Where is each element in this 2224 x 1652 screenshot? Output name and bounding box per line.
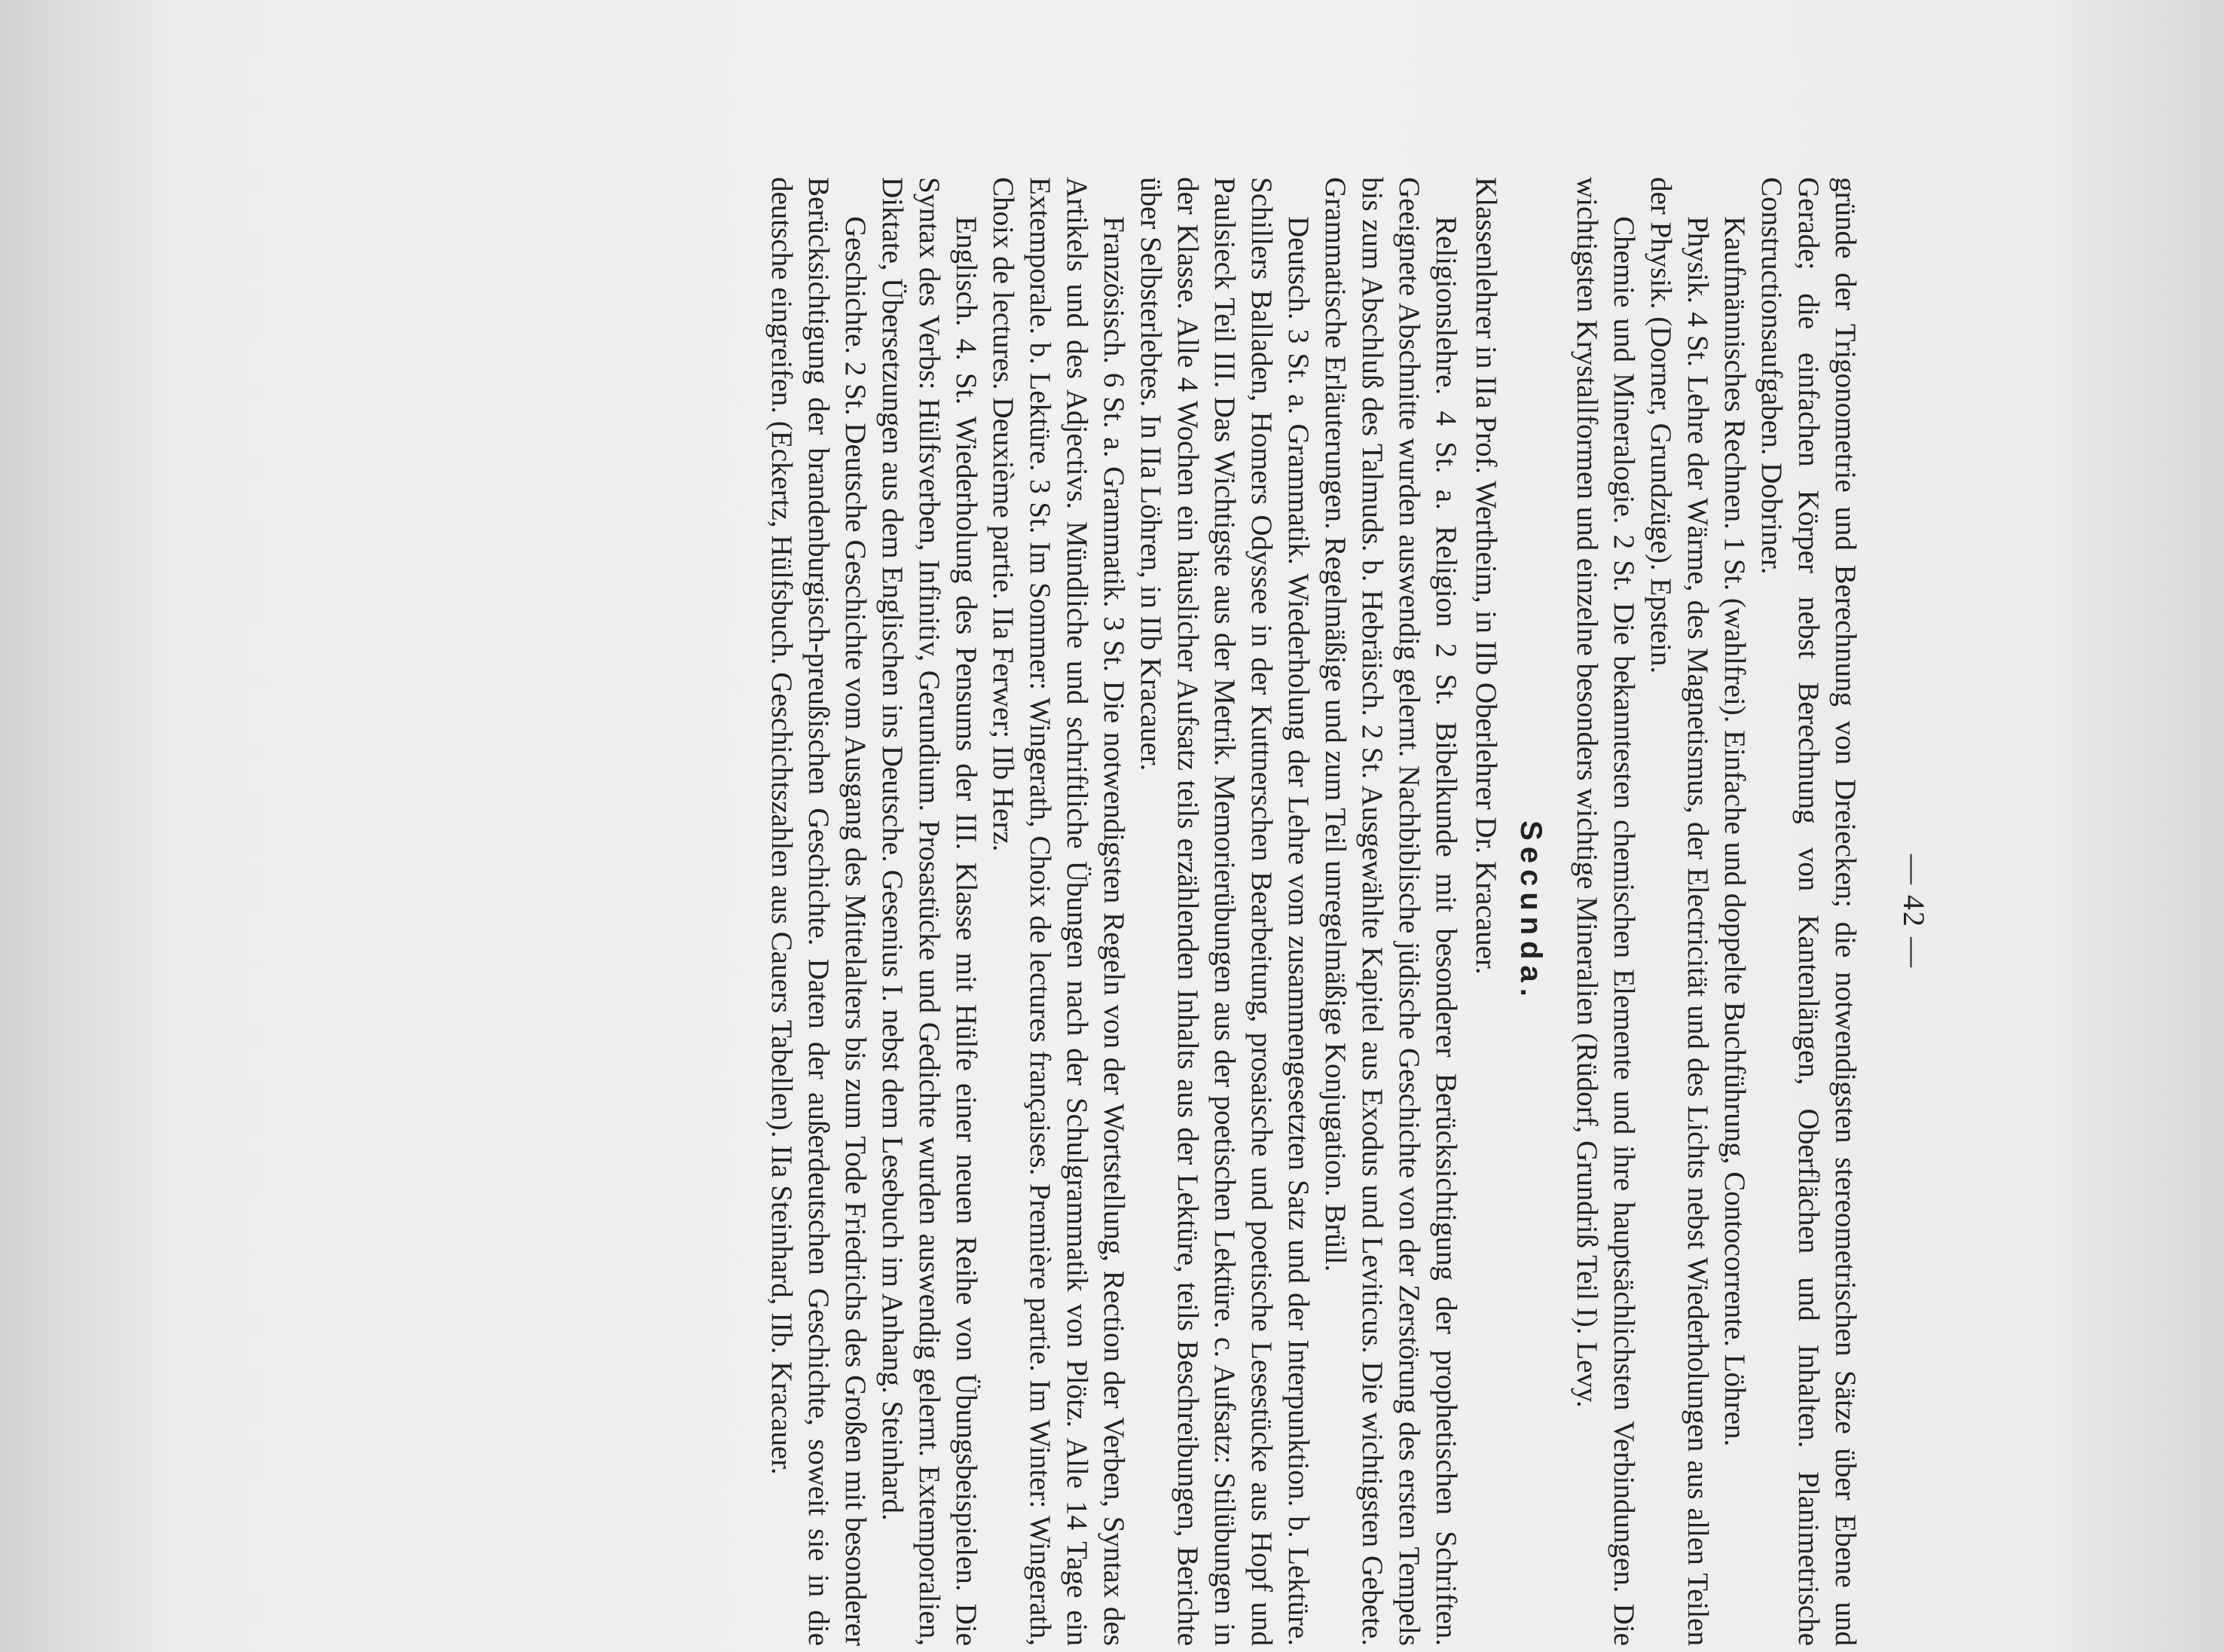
- paragraph-franzoesisch: Französisch. 6 St. a. Grammatik. 3 St. Die notwendigsten Regeln von der Wortstellung, Rection der Verben, Syntax des Artikels und des Adjectivs. Mündliche und schriftliche Übungen nach der Schulgrammatik von Plötz. Alle 14 Tage ein Extemporale. b. Lektüre. 3 St. Im Sommer: Wingerath, Choix de lectures françaises. Première partie. Im Winter: Wingerath, Choix de lectures. Deuxième partie. IIa Ferwer; IIb Herz.: [987, 177, 1130, 1646]
- paragraph-geschichte: Geschichte. 2 St. Deutsche Geschichte vom Ausgang des Mittelalters bis zum Tode Friedrichs des Großen mit besonderer Berücksichtigung der brandenburgisch-preußischen Geschichte. Daten der außerdeutschen Geschichte, soweit sie in die deutsche eingreifen. (Eckertz, Hülfsbuch. Geschichtszahlen aus Cauers Tabellen). IIa Steinhard, IIb. Kracauer.: [765, 177, 872, 1646]
- paragraph-deutsch: Deutsch. 3 St. a. Grammatik. Wiederholung der Lehre vom zusammengesetzten Satz und der Interpunktion. b. Lektüre. Schillers Balladen, Homers Odyssee in der Kuttnerschen Bearbeitung, prosaische und poetische Lesestücke aus Hopf und Paulsieck Teil III. Das Wichtigste aus der Metrik. Memorierübungen aus der poetischen Lektüre. c. Aufsatz: Stilübungen in der Klasse. Alle 4 Wochen ein häuslicher Aufsatz teils erzählenden Inhalts aus der Lektüre, teils Beschreibungen, Berichte über Selbsterlebtes. In IIa Löhren, in IIb Kracauer.: [1135, 177, 1315, 1646]
- page-number: — 42 —: [1897, 854, 1931, 969]
- paragraph-chemie: Chemie und Mineralogie. 2 St. Die bekanntesten chemischen Elemente und ihre hauptsächlichsten Verbindungen. Die wichtigsten Krystallformen und einzelne besonders wichtige Mineralien (Rüdorf, Grundriß Teil I). Levy.: [1571, 177, 1640, 1646]
- paragraph-trigonometrie: gründe der Trigonometrie und Berechnung von Dreiecken; die notwendigsten stereometrischen Sätze über Ebene und Gerade; die einfachen Körper nebst Berechnung von Kantenlängen, Oberflächen und Inhalten. Planimetrische Constructionsaufgaben. Dobriner.: [1755, 177, 1862, 1646]
- paragraph-physik: Physik. 4 St. Lehre der Wärme, des Magnetismus, der Electricität und des Lichts nebst Wiederholungen aus allen Teilen der Physik. (Dorner, Grundzüge). Epstein.: [1645, 177, 1714, 1646]
- paragraph-englisch: Englisch. 4. St. Wiederholung des Pensums der III. Klasse mit Hülfe einer neuen Reihe von Übungsbeispielen. Die Syntax des Verbs: Hülfsverben, Infinitiv, Gerundium. Prosastücke und Gedichte wurden auswendig gelernt. Extemporalien, Diktate, Übersetzungen aus dem Englischen ins Deutsche. Gesenius I. nebst dem Lesebuch im Anhang. Steinhard.: [876, 177, 982, 1646]
- paragraph-religionslehre: Religionslehre. 4 St. a. Religion 2 St. Bibelkunde mit besonderer Berücksichtigung der prophetischen Schriften. Geeignete Abschnitte wurden auswendig gelernt. Nachbiblische jüdische Geschichte von der Zerstörung des ersten Tempels bis zum Abschluß des Talmuds. b. Hebräisch. 2 St. Ausgewählte Kapitel aus Exodus und Leviticus. Die wichtigsten Gebete. Grammatische Erläuterungen. Regelmäßige und zum Teil unregelmäßige Konjugation. Brüll.: [1319, 177, 1462, 1646]
- paragraph-kaufmaennisches-rechnen: Kaufmännisches Rechnen. 1 St. (wahlfrei). Einfache und doppelte Buchführung, Contocorrente. Löhren.: [1718, 216, 1751, 1447]
- section-heading-secunda: Secunda.: [1514, 820, 1547, 1003]
- paragraph-klassenlehrer: Klassenlehrer in IIa Prof. Wertheim, in IIb Oberlehrer Dr. Kracauer.: [1470, 177, 1502, 975]
- text-block: [275, 177, 1932, 1646]
